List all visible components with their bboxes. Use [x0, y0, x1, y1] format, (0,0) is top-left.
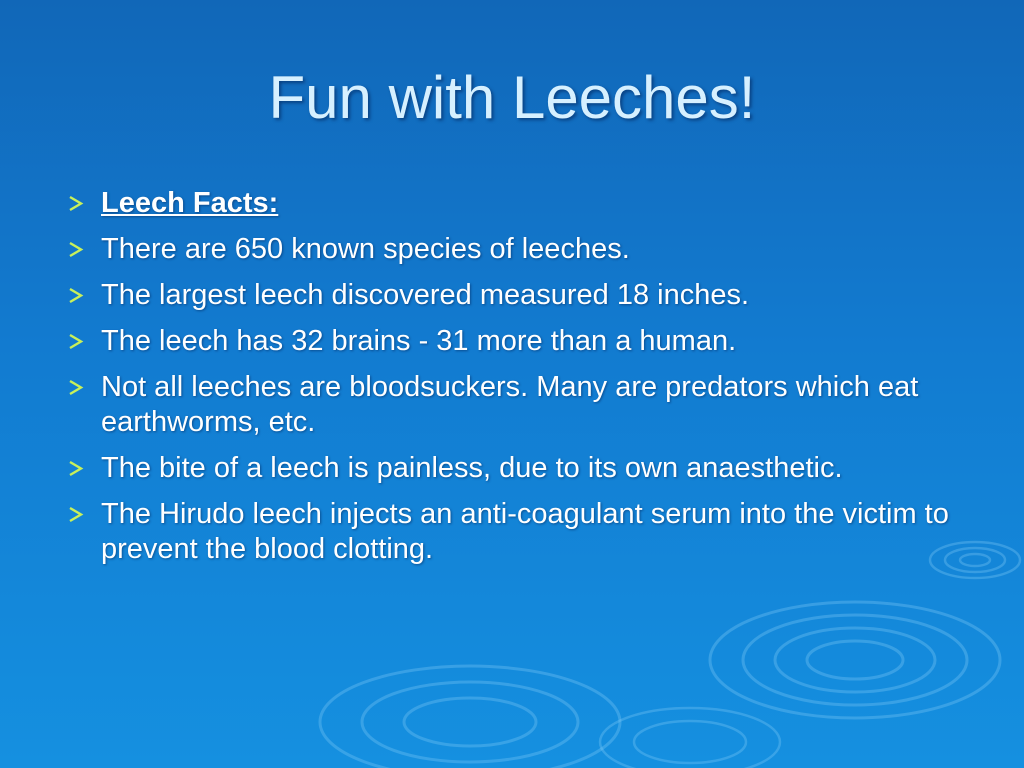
bullet-text: The Hirudo leech injects an anti-coagulant serum into the victim to prevent the blood clotting.	[101, 498, 949, 565]
bullet-item	[64, 451, 964, 486]
bullet-text: Not all leeches are bloodsuckers. Many are predators which eat earthworms, etc.	[101, 371, 919, 438]
chevron-right-icon	[66, 186, 86, 221]
ripple-bottom	[320, 666, 620, 768]
chevron-right-icon	[66, 324, 86, 359]
bullet-item	[64, 232, 964, 267]
bullet-text: There are 650 known species of leeches.	[101, 233, 630, 265]
bullet-item	[64, 324, 964, 359]
bullet-item	[64, 278, 964, 313]
bullet-heading: Leech Facts:	[101, 187, 279, 219]
ripple-large	[710, 602, 1000, 718]
chevron-right-icon	[66, 497, 86, 532]
chevron-right-icon	[66, 232, 86, 267]
bullet-item	[64, 370, 964, 440]
chevron-right-icon	[66, 370, 86, 405]
bullet-text: The leech has 32 brains - 31 more than a human.	[101, 325, 737, 357]
ripple-bottom-right	[600, 708, 780, 768]
bullet-text: The largest leech discovered measured 18 inches.	[101, 279, 750, 311]
chevron-right-icon	[66, 278, 86, 313]
bullet-text: The bite of a leech is painless, due to its own anaesthetic.	[101, 452, 843, 484]
chevron-right-icon	[66, 451, 86, 486]
bullet-list	[64, 186, 964, 578]
slide-title: Fun with Leeches!	[268, 64, 756, 131]
bullet-item	[64, 497, 964, 567]
bullet-item	[64, 186, 964, 221]
